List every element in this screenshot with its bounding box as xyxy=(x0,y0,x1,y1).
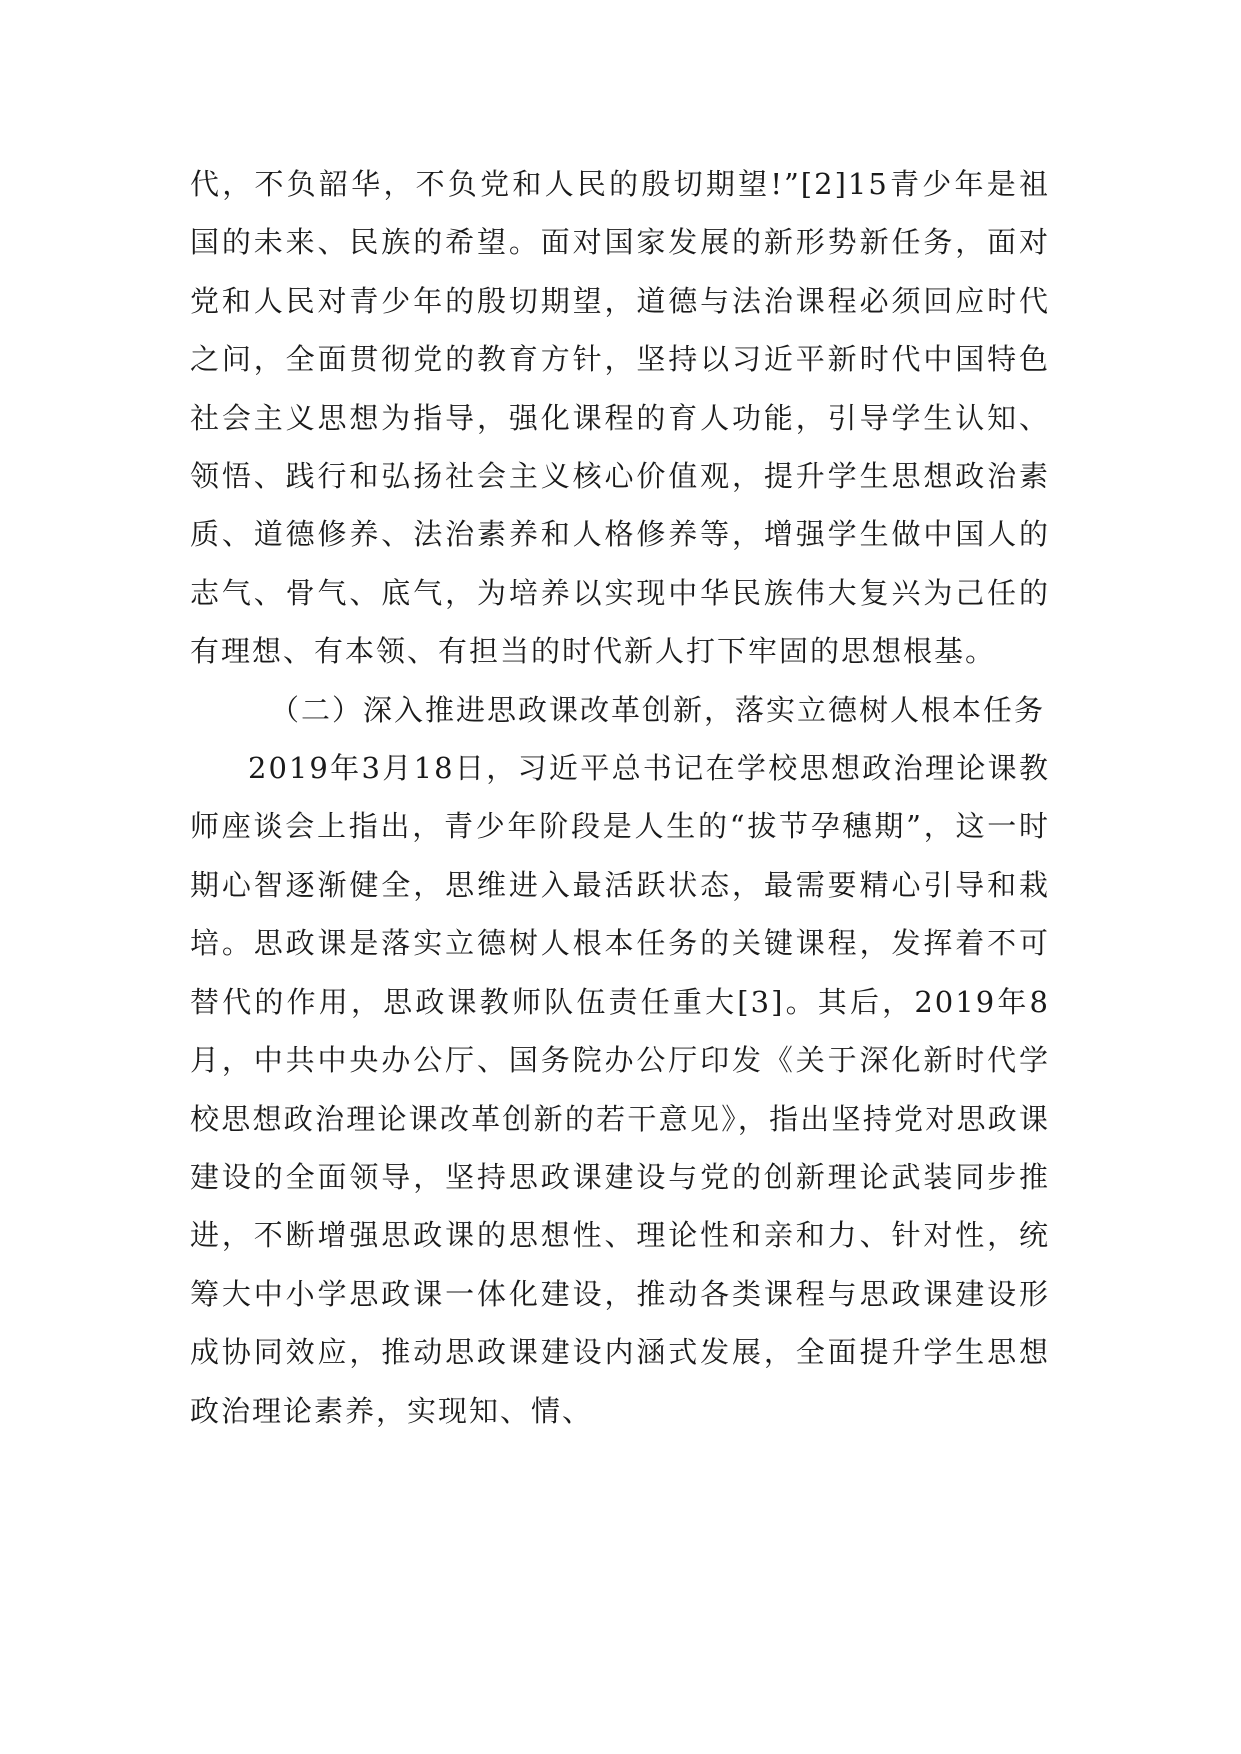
section-heading: （二）深入推进思政课改革创新，落实立德树人根本任务 xyxy=(270,692,1046,727)
body-paragraph: 2019年3月18日，习近平总书记在学校思想政治理论课教师座谈会上指出，青少年阶段是人生的“拔节孕穗期”，这一时期心智逐渐健全，思维进入最活跃状态，最需要精心引导和栽培。思政课是落实立德树人根本任务的关键课程，发挥着不可替代的作用，思政课教师队伍责任重大[3]。其后，2019年8月，中共中央办公厅、国务院办公厅印发《关于深化新时代学校思想政治理论课改革创新的若干意见》，指出坚持党对思政课建设的全面领导，坚持思政课建设与党的创新理论武装同步推进，不断增强思政课的思想性、理论性和亲和力、针对性，统筹大中小学思政课一体化建设，推动各类课程与思政课建设形成协同效应，推动思政课建设内涵式发展，全面提升学生思想政治理论素养，实现知、情、 xyxy=(190,751,1050,1428)
body-paragraph-continued: 代，不负韶华，不负党和人民的殷切期望!”[2]15青少年是祖国的未来、民族的希望。面对国家发展的新形势新任务，面对党和人民对青少年的殷切期望，道德与法治课程必须回应时代之问，全面贯彻党的教育方针，坚持以习近平新时代中国特色社会主义思想为指导，强化课程的育人功能，引导学生认知、领悟、践行和弘扬社会主义核心价值观，提升学生思想政治素质、道德修养、法治素养和人格修养等，增强学生做中国人的志气、骨气、底气，为培养以实现中华民族伟大复兴为己任的有理想、有本领、有担当的时代新人打下牢固的思想根基。 xyxy=(190,167,1050,669)
document-page xyxy=(190,155,1050,1440)
